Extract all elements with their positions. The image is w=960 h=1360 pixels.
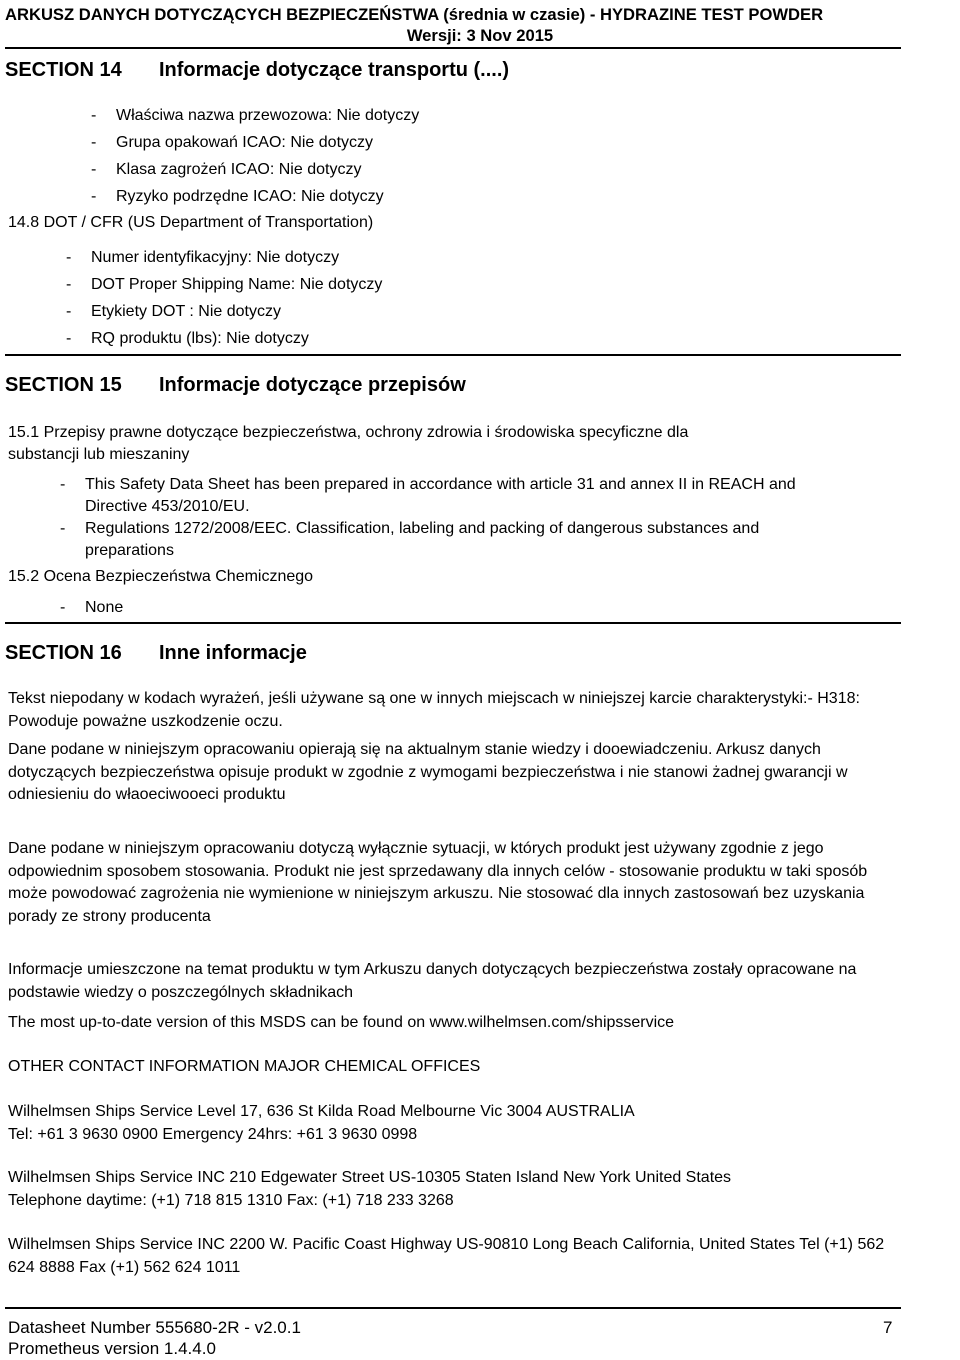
section-title: Informacje dotyczące transportu (....)	[159, 59, 510, 81]
section-number: SECTION 16	[5, 642, 122, 664]
datasheet-number: Datasheet Number 555680-2R - v2.0.1	[8, 1318, 301, 1337]
page-number: 7	[883, 1318, 893, 1337]
subsection-heading: 14.8 DOT / CFR (US Department of Transportation)	[8, 214, 374, 231]
subsection-heading: 15.2 Ocena Bezpieczeństwa Chemicznego	[8, 568, 314, 585]
contact-address: Wilhelmsen Ships Service INC 2200 W. Pacific Coast Highway US-90810 Long Beach California, United States Tel (+1) 562 624 8888 Fax (+1) 562 624 1011	[8, 1236, 885, 1276]
section-15-heading	[5, 373, 466, 397]
prometheus-version: Prometheus version 1.4.4.0	[8, 1339, 216, 1358]
contact-address: Wilhelmsen Ships Service INC 210 Edgewater Street US-10305 Staten Island New York United States Telephone daytime: (+1) 718 815 1310 Fax: (+1) 718 233 3268	[8, 1169, 732, 1209]
section-16-heading	[5, 641, 307, 665]
section-divider	[5, 354, 901, 356]
section-number: SECTION 15	[5, 374, 122, 396]
document-title: ARKUSZ DANYCH DOTYCZĄCYCH BEZPIECZEŃSTWA (średnia w czasie) - HYDRAZINE TEST POWDER	[5, 5, 824, 24]
contact-address: Wilhelmsen Ships Service Level 17, 636 St Kilda Road Melbourne Vic 3004 AUSTRALIA Tel: +61 3 9630 0900 Emergency 24hrs: +61 3 9630 0998	[8, 1103, 635, 1143]
section-divider	[5, 622, 901, 624]
section-title: Inne informacje	[159, 642, 307, 664]
subsection-heading-cont: substancji lub mieszaniny	[8, 446, 190, 463]
paragraph: Dane podane w niniejszym opracowaniu dotyczą wyłącznie sytuacji, w których produkt jest używany zgodnie z jego odpowiednim sposobem stosowania. Produkt nie jest sprzedawany dla innych celów - stosowanie produktu w taki sposób może powodować zagrożenia nie wymienione w niniejszym arkuszu. Nie stosować dla innych zastosowań bez uzyskania porady ze strony producenta	[8, 840, 868, 925]
paragraph: Informacje umieszczone na temat produktu w tym Arkuszu danych dotyczących bezpieczeństwa zostały opracowane na podstawie wiedzy o poszczególnych składnikach	[8, 961, 857, 1001]
document-version: Wersji: 3 Nov 2015	[406, 26, 554, 45]
section-title: Informacje dotyczące przepisów	[159, 374, 466, 396]
header-divider	[5, 47, 901, 49]
section-number: SECTION 14	[5, 59, 122, 81]
paragraph: Tekst niepodany w kodach wyrażeń, jeśli używane są one w innych miejscach w niniejszej karcie charakterystyki:- H318: Powoduje poważne uszkodzenie oczu.	[8, 690, 860, 730]
subsection-heading: 15.1 Przepisy prawne dotyczące bezpieczeństwa, ochrony zdrowia i środowiska specyficzne dla	[8, 424, 689, 441]
contact-heading: OTHER CONTACT INFORMATION MAJOR CHEMICAL OFFICES	[8, 1058, 481, 1075]
paragraph: The most up-to-date version of this MSDS can be found on www.wilhelmsen.com/shipsservice	[8, 1014, 675, 1031]
footer-divider	[5, 1307, 901, 1309]
section-14-heading	[5, 58, 509, 82]
paragraph: Dane podane w niniejszym opracowaniu opierają się na aktualnym stanie wiedzy i dooewiadczeniu. Arkusz danych dotyczących bezpieczeństwa opisuje produkt w zgodnie z wymogami bezpieczeństwa i nie stanowi żadnej gwarancji w odniesieniu do właoeciwooeci produktu	[8, 741, 848, 803]
